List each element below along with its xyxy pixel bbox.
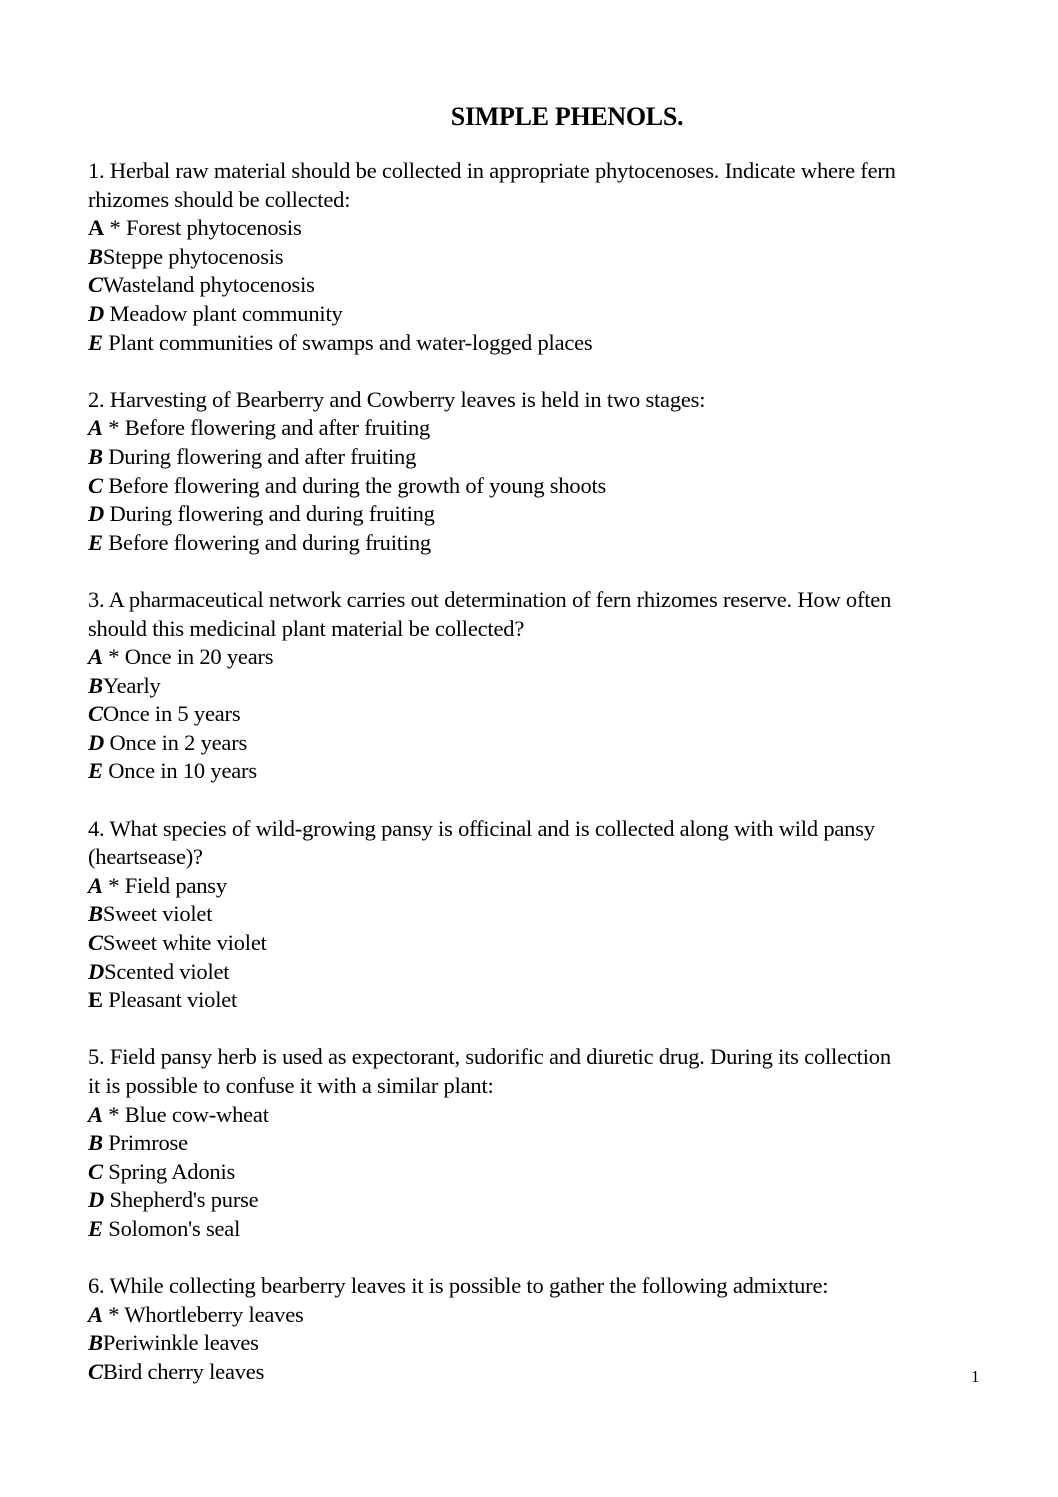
option-letter: B [88, 901, 103, 927]
answer-option [88, 529, 988, 558]
option-text: Periwinkle leaves [102, 1330, 259, 1356]
question-text: 4. What species of wild-growing pansy is officinal and is collected along with wild pansy (heartsease)? [88, 815, 875, 870]
option-text: Shepherd's purse [109, 1187, 259, 1213]
option-letter: E [88, 1215, 103, 1241]
question-text: 3. A pharmaceutical network carries out determination of fern rhizomes reserve. How often should this medicinal plant material be collected? [88, 586, 892, 641]
option-text: * Blue cow-wheat [108, 1101, 269, 1127]
option-letter: C [88, 272, 103, 298]
option-text: Solomon's seal [108, 1215, 241, 1241]
option-text: Sweet white violet [102, 930, 267, 956]
answer-option [88, 872, 988, 901]
option-letter: B [88, 243, 103, 269]
answer-option [88, 986, 988, 1015]
option-text: Before flowering and during the growth of young shoots [108, 472, 607, 498]
answer-option [88, 672, 988, 701]
option-letter: D [88, 729, 105, 755]
option-text: During flowering and during fruiting [109, 501, 435, 527]
option-text: Primrose [108, 1130, 188, 1156]
option-text: * Forest phytocenosis [109, 215, 302, 241]
option-letter: A [88, 1101, 103, 1127]
option-letter: C [88, 1358, 103, 1384]
option-text: Sweet violet [102, 901, 213, 927]
option-letter: D [88, 501, 105, 527]
option-text: Wasteland phytocenosis [102, 272, 315, 298]
answer-option [88, 643, 988, 672]
option-letter: C [88, 472, 103, 498]
option-letter: A [88, 872, 103, 898]
answer-option [88, 1186, 988, 1215]
option-text: * Field pansy [108, 872, 227, 898]
option-text: * Whortleberry leaves [108, 1301, 304, 1327]
option-letter: B [88, 1330, 103, 1356]
answer-option [88, 414, 988, 443]
option-letter: C [88, 930, 103, 956]
option-letter: E [88, 329, 103, 355]
answer-option [88, 757, 988, 786]
option-text: During flowering and after fruiting [108, 443, 417, 469]
question-text: 1. Herbal raw material should be collected in appropriate phytocenoses. Indicate where fern rhizomes should be collected: [88, 158, 896, 212]
option-letter: A [88, 415, 103, 441]
option-letter: E [88, 987, 103, 1013]
answer-option [88, 900, 988, 929]
question-list [88, 157, 988, 1415]
answer-option [88, 1301, 988, 1330]
option-text: * Once in 20 years [108, 644, 274, 670]
answer-option [88, 500, 988, 529]
option-letter: A [88, 215, 105, 241]
answer-option [88, 271, 988, 300]
question [88, 386, 988, 558]
page-number: 1 [971, 1367, 980, 1386]
question-text: 6. While collecting bearberry leaves it is possible to gather the following admixture: [88, 1273, 829, 1299]
question-text: 2. Harvesting of Bearberry and Cowberry leaves is held in two stages: [88, 386, 706, 412]
answer-option [88, 1129, 988, 1158]
question [88, 1043, 988, 1243]
option-letter: D [88, 958, 105, 984]
answer-option [88, 1101, 988, 1130]
option-text: Scented violet [104, 958, 230, 984]
answer-option [88, 729, 988, 758]
answer-option [88, 214, 988, 243]
option-letter: D [88, 1187, 105, 1213]
option-letter: C [88, 1158, 103, 1184]
page-title: SIMPLE PHENOLS. [450, 102, 684, 131]
option-letter: C [88, 701, 103, 727]
answer-option [88, 243, 988, 272]
option-letter: B [88, 1130, 103, 1156]
answer-option [88, 443, 988, 472]
option-letter: B [88, 443, 103, 469]
answer-option [88, 300, 988, 329]
option-text: Once in 10 years [108, 758, 257, 784]
answer-option [88, 329, 988, 358]
option-text: Once in 5 years [102, 701, 241, 727]
question [88, 586, 988, 786]
option-text: Spring Adonis [108, 1158, 236, 1184]
option-text: Bird cherry leaves [102, 1358, 265, 1384]
option-text: Meadow plant community [109, 300, 343, 326]
option-letter: A [88, 644, 103, 670]
option-letter: A [88, 1301, 103, 1327]
option-text: * Before flowering and after fruiting [108, 415, 431, 441]
option-letter: B [88, 672, 103, 698]
question [88, 815, 988, 1015]
option-text: Plant communities of swamps and water-logged places [108, 329, 593, 355]
answer-option [88, 1329, 988, 1358]
option-letter: D [88, 300, 105, 326]
answer-option [88, 929, 988, 958]
answer-option [88, 472, 988, 501]
option-text: Steppe phytocenosis [102, 243, 284, 269]
question [88, 157, 988, 357]
answer-option [88, 1215, 988, 1244]
option-text: Before flowering and during fruiting [108, 529, 431, 555]
answer-option [88, 1358, 988, 1387]
option-text: Yearly [102, 672, 161, 698]
answer-option [88, 1158, 988, 1187]
answer-option [88, 700, 988, 729]
question-text: 5. Field pansy herb is used as expectorant, sudorific and diuretic drug. During its collection it is possible to confuse it with a similar plant: [88, 1044, 891, 1098]
option-letter: E [88, 529, 103, 555]
option-letter: E [88, 758, 103, 784]
option-text: Pleasant violet [108, 987, 238, 1013]
answer-option [88, 958, 988, 987]
question [88, 1272, 988, 1386]
option-text: Once in 2 years [109, 729, 248, 755]
